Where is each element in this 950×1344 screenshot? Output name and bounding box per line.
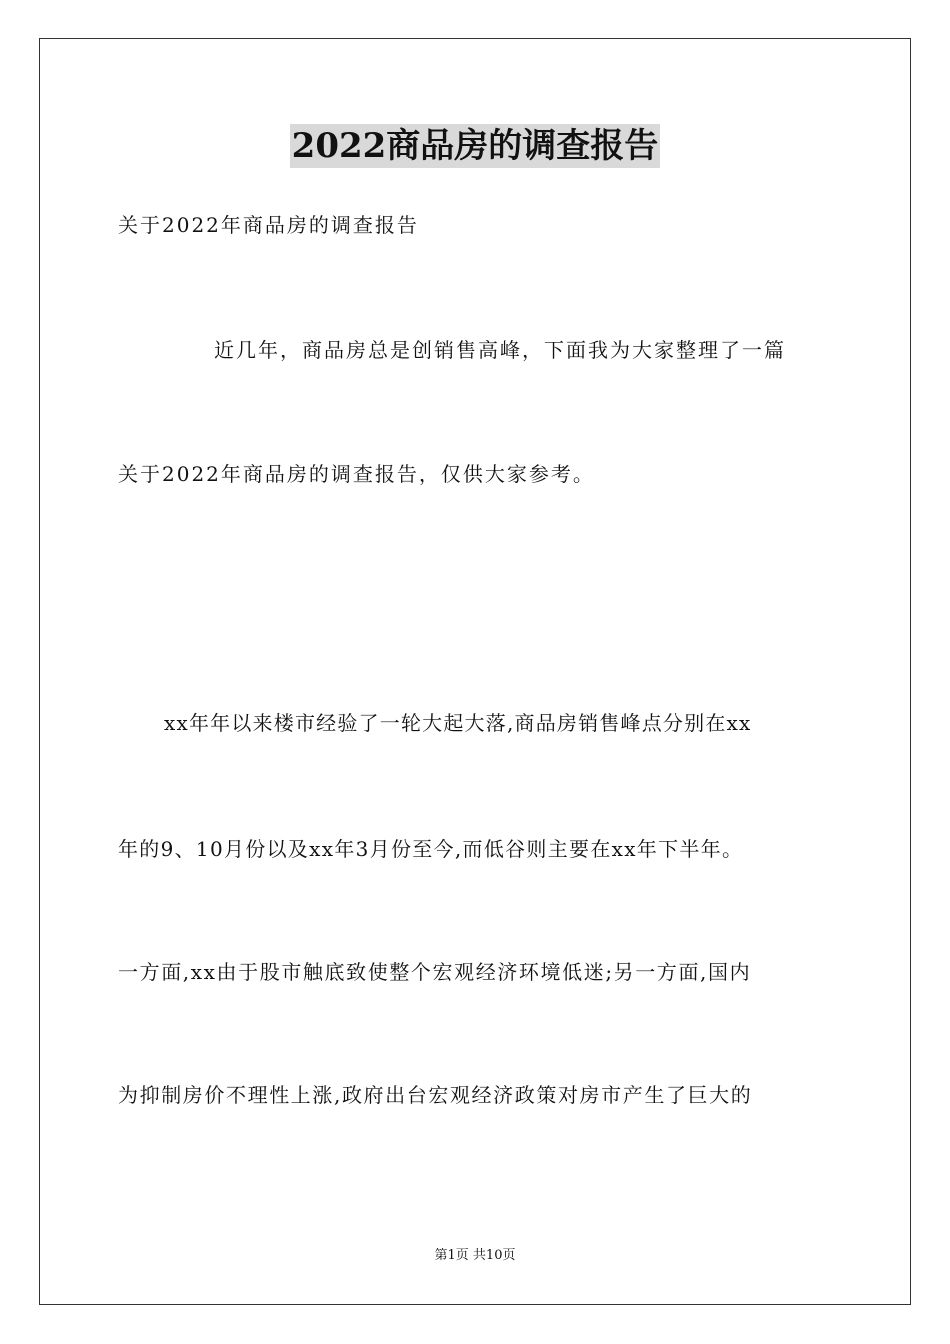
paragraph-line: 近几年，商品房总是创销售高峰，下面我为大家整理了一篇 (214, 338, 786, 362)
title-container (0, 124, 950, 168)
paragraph-line: 一方面,xx由于股市触底致使整个宏观经济环境低迷;另一方面,国内 (118, 960, 752, 984)
page-number-footer: 第1页 共10页 (434, 1248, 516, 1263)
document-title: 2022商品房的调查报告 (291, 126, 659, 166)
paragraph-line: 年的9、10月份以及xx年3月份至今,而低谷则主要在xx年下半年。 (118, 837, 744, 861)
paragraph-line: 关于2022年商品房的调查报告，仅供大家参考。 (118, 462, 595, 486)
paragraph-line: xx年年以来楼市经验了一轮大起大落,商品房销售峰点分别在xx (164, 711, 752, 735)
document-subtitle: 关于2022年商品房的调查报告 (118, 213, 419, 237)
paragraph-line: 为抑制房价不理性上涨,政府出台宏观经济政策对房市产生了巨大的 (118, 1083, 753, 1107)
